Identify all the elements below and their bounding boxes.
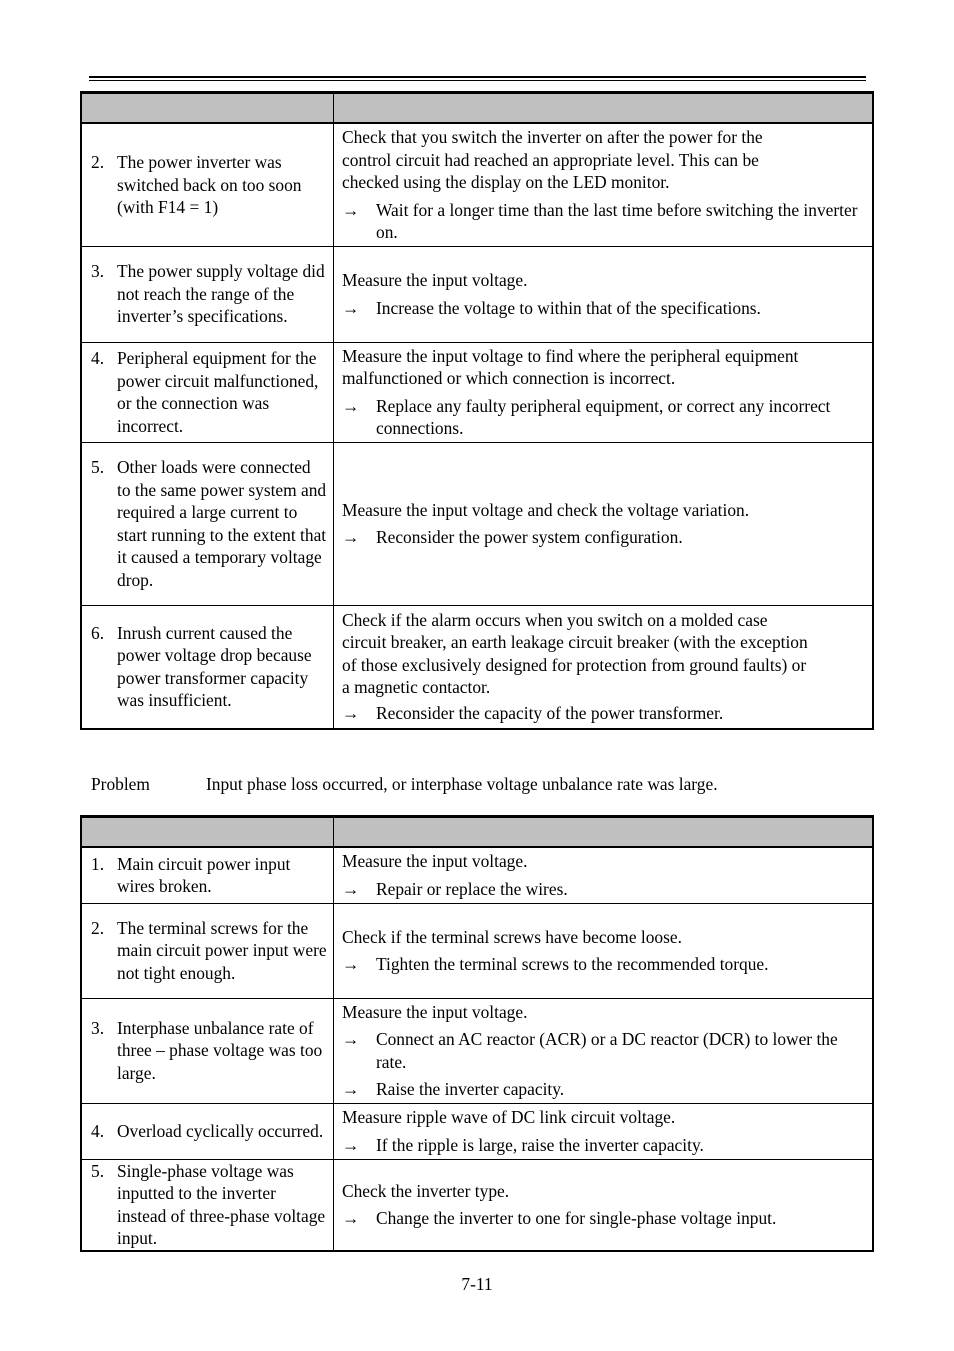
remedy: [342, 1028, 864, 1073]
cause-cell: 5. Other loads were connected to the same power system and required a large current to start running to the extent that it caused a temporary voltage drop.: [91, 457, 327, 590]
cause-cell: 3. The power supply voltage did not reach the range of the inverter’s specifications.: [82, 260, 333, 328]
check-text: Measure ripple wave of DC link circuit voltage.: [342, 1107, 676, 1127]
cause-cell: 2. The terminal screws for the main circuit power input were not tight enough.: [91, 917, 327, 983]
cause-cell: 4. Peripheral equipment for the power circuit malfunctioned, or the connection was incorrect.: [82, 347, 333, 437]
check-cell: [334, 1106, 872, 1156]
cause-text: Main circuit power input wires broken.: [117, 853, 291, 897]
check-cell: [334, 269, 872, 319]
header-rule-thick: [89, 76, 866, 78]
table-row: [82, 123, 873, 246]
check-text: checked using the display on the LED monitor.: [342, 172, 670, 192]
remedy: [342, 297, 864, 320]
arrow-icon: →: [342, 1079, 360, 1099]
table-row: [82, 903, 873, 998]
cause-cell: 6. Inrush current caused the power voltage drop because power transformer capacity was insufficient.: [82, 622, 333, 712]
cause-text: Peripheral equipment for the power circuit malfunctioned, or the connection was incorrect.: [117, 348, 319, 436]
remedy: [342, 395, 864, 440]
check-text: Measure the input voltage and check the voltage variation.: [342, 499, 750, 520]
check-text: Measure the input voltage.: [342, 1001, 528, 1022]
cause-cell: 4. Overload cyclically occurred.: [82, 1120, 333, 1143]
cause-cell: 5. Single-phase voltage was inputted to the inverter instead of three-phase voltage input.: [91, 1160, 326, 1248]
remedy: [342, 1207, 864, 1230]
check-cell: [334, 126, 872, 244]
cause-cell: 2. The power inverter was switched back on too soon (with F14 = 1): [82, 151, 333, 219]
remedy: [342, 702, 864, 725]
arrow-icon: →: [342, 1134, 360, 1155]
check-text: Measure the input voltage.: [342, 270, 528, 290]
table-header-row: [82, 817, 873, 847]
remedy: [342, 953, 864, 976]
remedy: [342, 1134, 864, 1157]
check-cell: [334, 850, 872, 900]
header-cause-cell: [82, 817, 334, 847]
arrow-icon: →: [342, 199, 360, 220]
remedy: [342, 199, 864, 244]
check-text: Measure the input voltage.: [342, 851, 528, 872]
table-row: [82, 442, 873, 605]
check-text: Check if the terminal screws have become loose.: [342, 926, 682, 947]
check-text: Check the inverter type.: [342, 1180, 510, 1201]
check-text: malfunctioned or which connection is incorrect.: [342, 368, 676, 388]
troubleshooting-table-1: [81, 92, 873, 729]
check-cell: [334, 499, 872, 549]
remedy-text: Connect an AC reactor (ACR) or a DC reactor (DCR) to lower the rate.: [376, 1029, 838, 1072]
table-row: [82, 847, 873, 903]
remedy-text: Raise the inverter capacity.: [376, 1079, 565, 1099]
check-text: control circuit had reached an appropriate level. This can be: [342, 149, 759, 170]
header-cause-cell: [82, 93, 334, 123]
cause-text: Other loads were connected to the same power system and required a large current to start running to the extent that it caused a temporary voltage drop.: [117, 457, 327, 590]
arrow-icon: →: [342, 702, 360, 723]
remedy-text: Replace any faulty peripheral equipment, or correct any incorrect connections.: [376, 395, 831, 438]
remedy-text: If the ripple is large, raise the inverter capacity.: [376, 1134, 704, 1155]
cause-text: Inrush current caused the power voltage drop because power transformer capacity was insufficient.: [117, 622, 312, 710]
remedy-text: Repair or replace the wires.: [376, 878, 568, 899]
remedy-text: Tighten the terminal screws to the recommended torque.: [376, 954, 769, 974]
check-text: Measure the input voltage to find where the peripheral equipment: [342, 345, 799, 366]
check-text: a magnetic contactor.: [342, 677, 491, 698]
header-check-cell: [334, 817, 873, 847]
cause-text: Interphase unbalance rate of three – phase voltage was too large.: [117, 1017, 323, 1083]
table-header-row: [82, 93, 873, 123]
remedy: [342, 526, 864, 549]
cause-text: The power inverter was switched back on too soon (with F14 = 1): [117, 152, 302, 217]
remedy: [342, 878, 864, 901]
arrow-icon: →: [342, 954, 360, 974]
cause-cell: 3. Interphase unbalance rate of three – phase voltage was too large.: [82, 1017, 333, 1085]
page-number: 7-11: [461, 1274, 493, 1294]
check-cell: [334, 1001, 872, 1101]
table-row: [82, 1103, 873, 1159]
cause-cell: 1. Main circuit power input wires broken.: [82, 853, 333, 898]
cause-text: Single-phase voltage was inputted to the inverter instead of three-phase voltage input.: [117, 1160, 326, 1248]
remedy-text: Reconsider the capacity of the power transformer.: [376, 702, 724, 723]
check-cell: [334, 609, 872, 725]
check-cell: [334, 345, 872, 440]
problem-text: Input phase loss occurred, or interphase voltage unbalance rate was large.: [206, 774, 718, 794]
check-text: circuit breaker, an earth leakage circuit breaker (with the exception: [342, 632, 808, 653]
arrow-icon: →: [342, 1029, 360, 1049]
arrow-icon: →: [342, 878, 360, 899]
cause-text: Overload cyclically occurred.: [117, 1120, 324, 1141]
remedy: [342, 1078, 864, 1101]
arrow-icon: →: [342, 527, 360, 547]
table-row: [82, 1159, 873, 1250]
cause-text: The terminal screws for the main circuit power input were not tight enough.: [117, 917, 327, 983]
table-row: [82, 998, 873, 1103]
arrow-icon: →: [342, 297, 360, 318]
check-cell: [334, 1180, 872, 1230]
arrow-icon: →: [342, 1208, 360, 1228]
check-text: of those exclusively designed for protection from ground faults) or: [342, 654, 807, 675]
check-text: Check that you switch the inverter on after the power for the: [342, 127, 763, 147]
remedy-text: Increase the voltage to within that of the specifications.: [376, 297, 761, 318]
remedy-text: Change the inverter to one for single-phase voltage input.: [376, 1208, 777, 1228]
arrow-icon: →: [342, 395, 360, 416]
table-row: [82, 342, 873, 442]
remedy-text: Reconsider the power system configuration.: [376, 527, 683, 547]
cause-text: The power supply voltage did not reach the range of the inverter’s specifications.: [117, 261, 325, 327]
table-row: [82, 246, 873, 342]
problem-label: Problem: [91, 774, 150, 794]
header-check-cell: [334, 93, 873, 123]
check-cell: [334, 926, 872, 976]
header-rule-thin: [89, 80, 866, 81]
remedy-text: Wait for a longer time than the last time before switching the inverter on.: [376, 199, 858, 242]
check-text: Check if the alarm occurs when you switch on a molded case: [342, 609, 768, 630]
table-row: [82, 605, 873, 728]
troubleshooting-table-2: [81, 816, 873, 1251]
